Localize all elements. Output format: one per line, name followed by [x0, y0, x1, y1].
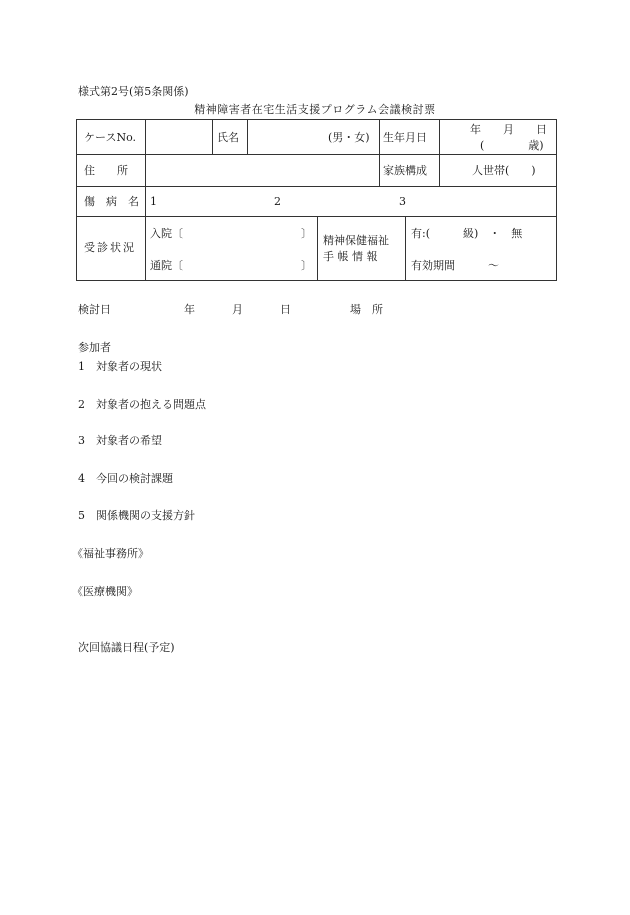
- meeting-date-label: 検討日: [78, 303, 111, 316]
- age-value: ( 歳): [480, 139, 544, 152]
- handbook-status: 有:( 級) ・ 無: [411, 227, 523, 240]
- section-issues: 4 今回の検討課題: [78, 472, 173, 485]
- outpatient-label: 通院〔: [150, 259, 183, 272]
- col-divider: [212, 120, 213, 154]
- col-divider: [145, 216, 146, 280]
- disease-3: 3: [399, 195, 406, 208]
- outpatient-bracket: 〕: [301, 259, 312, 272]
- row-divider: [77, 154, 556, 155]
- medical-institution-heading: 《医療機関》: [72, 585, 138, 598]
- form-title: 精神障害者在宅生活支援プログラム会議検討票: [194, 103, 436, 116]
- case-info-table: [76, 119, 557, 281]
- case-no-label: ケースNo.: [84, 131, 137, 144]
- household-value: 人世帯( ): [472, 164, 536, 177]
- col-divider: [379, 154, 380, 186]
- birth-date-label: 生年月日: [383, 131, 427, 144]
- row-divider: [77, 186, 556, 187]
- next-meeting-heading: 次回協議日程(予定): [78, 641, 175, 654]
- handbook-label-line1: 精神保健福祉: [323, 234, 389, 247]
- family-label: 家族構成: [383, 164, 427, 177]
- section-current-status: 1 対象者の現状: [78, 360, 162, 373]
- form-number: 様式第2号(第5条関係): [78, 85, 189, 98]
- gender-option: (男・女): [328, 131, 370, 144]
- name-label: 氏名: [217, 131, 239, 144]
- birth-date-value: 年 月 日: [470, 123, 547, 136]
- section-wishes: 3 対象者の希望: [78, 434, 162, 447]
- col-divider: [379, 120, 380, 154]
- address-label: 住 所: [84, 164, 128, 177]
- col-divider: [439, 120, 440, 154]
- inpatient-label: 入院〔: [150, 227, 183, 240]
- welfare-office-heading: 《福祉事務所》: [72, 547, 149, 560]
- disease-label: 傷 病 名: [84, 195, 139, 208]
- meeting-month: 月: [232, 303, 243, 316]
- disease-1: 1: [150, 195, 157, 208]
- consultation-label: 受診状況: [84, 241, 136, 254]
- col-divider: [247, 120, 248, 154]
- col-divider: [405, 216, 406, 280]
- col-divider: [439, 154, 440, 186]
- handbook-label-line2: 手 帳 情 報: [323, 250, 378, 263]
- col-divider: [145, 186, 146, 216]
- handbook-validity: 有効期間 ～: [411, 259, 499, 272]
- disease-2: 2: [274, 195, 281, 208]
- meeting-year: 年: [184, 303, 195, 316]
- inpatient-bracket: 〕: [301, 227, 312, 240]
- col-divider: [145, 154, 146, 186]
- meeting-day: 日: [280, 303, 291, 316]
- col-divider: [145, 120, 146, 154]
- meeting-place: 場 所: [350, 303, 383, 316]
- participants-heading: 参加者: [78, 341, 111, 354]
- col-divider: [317, 216, 318, 280]
- section-support-policy: 5 関係機関の支援方針: [78, 509, 195, 522]
- section-problems: 2 対象者の抱える問題点: [78, 398, 206, 411]
